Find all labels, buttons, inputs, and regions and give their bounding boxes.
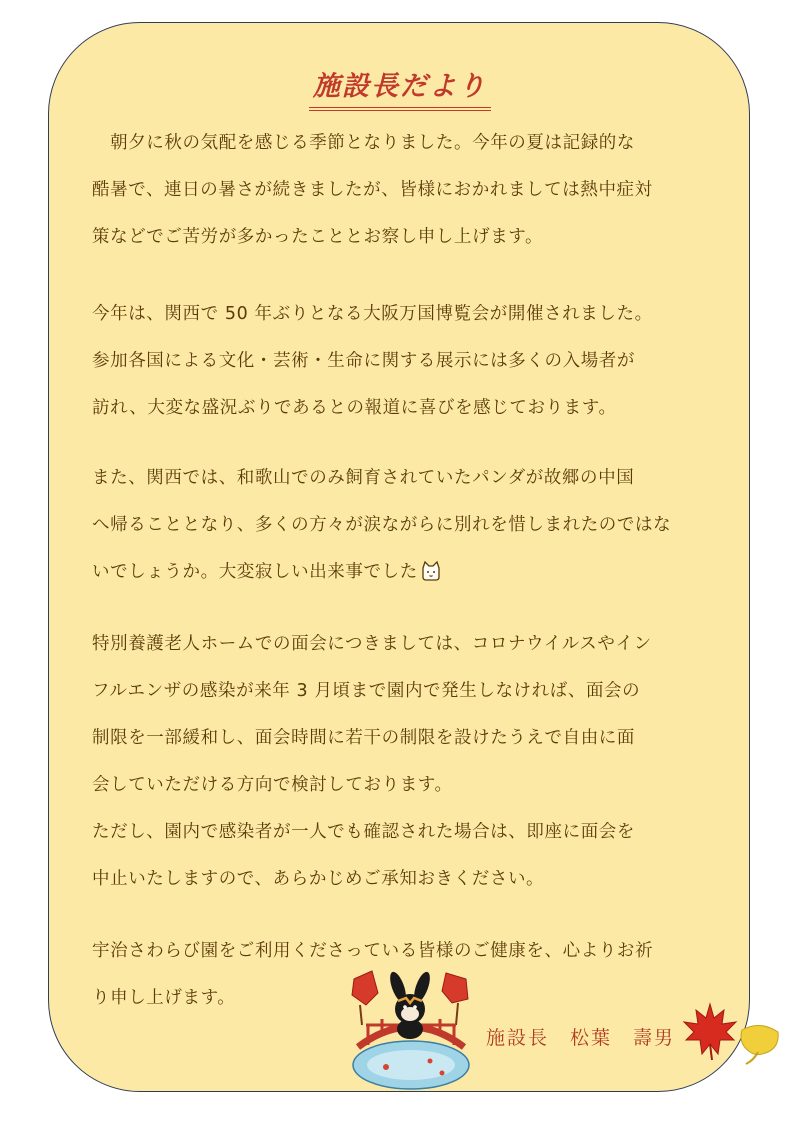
paragraph-expo bbox=[92, 291, 712, 432]
text-line: また、関西では、和歌山でのみ飼育されていたパンダが故郷の中国 bbox=[92, 468, 635, 488]
text-line: 策などでご苦労が多かったこととお察し申し上げます。 bbox=[92, 227, 544, 247]
text-line: 会していただける方向で検討しております。 bbox=[92, 775, 453, 795]
page-title-text: 施設長だより bbox=[309, 64, 491, 111]
paragraph-panda bbox=[92, 455, 712, 601]
text-line: いでしょうか。大変寂しい出来事でした bbox=[92, 562, 418, 582]
ginkgo-leaf-icon bbox=[736, 1022, 784, 1070]
paragraph-visitation bbox=[92, 621, 712, 903]
text-line: 参加各国による文化・芸術・生命に関する展示には多くの入場者が bbox=[92, 351, 635, 371]
text-line: ただし、園内で感染者が一人でも確認された場合は、即座に面会を bbox=[92, 822, 635, 842]
cat-face-icon bbox=[420, 554, 442, 601]
text-line: 宇治さわらび園をご利用くださっている皆様のご健康を、心よりお祈 bbox=[92, 941, 654, 961]
signature: 施設長 松葉 壽男 bbox=[486, 1027, 676, 1049]
text-line: 朝夕に秋の気配を感じる季節となりました。今年の夏は記録的な bbox=[92, 133, 635, 153]
maple-leaf-icon bbox=[680, 1000, 740, 1066]
text-line: 中止いたしますので、あらかじめご承知おきください。 bbox=[92, 869, 545, 889]
text-line: 訪れ、大変な盛況ぶりであるとの報道に喜びを感じております。 bbox=[92, 398, 617, 418]
rabbit-on-bridge-icon bbox=[346, 965, 476, 1095]
paragraph-greeting bbox=[92, 120, 712, 261]
text-line: 酷暑で、連日の暑さが続きましたが、皆様におかれましては熱中症対 bbox=[92, 180, 653, 200]
text-line: へ帰ることとなり、多くの方々が涙ながらに別れを惜しまれたのではな bbox=[92, 515, 672, 535]
page-title bbox=[0, 64, 800, 111]
text-line: 特別養護老人ホームでの面会につきましては、コロナウイルスやイン bbox=[92, 634, 652, 654]
text-line: 今年は、関西で 50 年ぶりとなる大阪万国博覧会が開催されました。 bbox=[92, 304, 653, 324]
text-line: フルエンザの感染が来年 3 月頃まで園内で発生しなければ、面会の bbox=[92, 681, 641, 701]
text-line: 制限を一部緩和し、面会時間に若干の制限を設けたうえで自由に面 bbox=[92, 728, 635, 748]
text-line: り申し上げます。 bbox=[92, 988, 236, 1008]
